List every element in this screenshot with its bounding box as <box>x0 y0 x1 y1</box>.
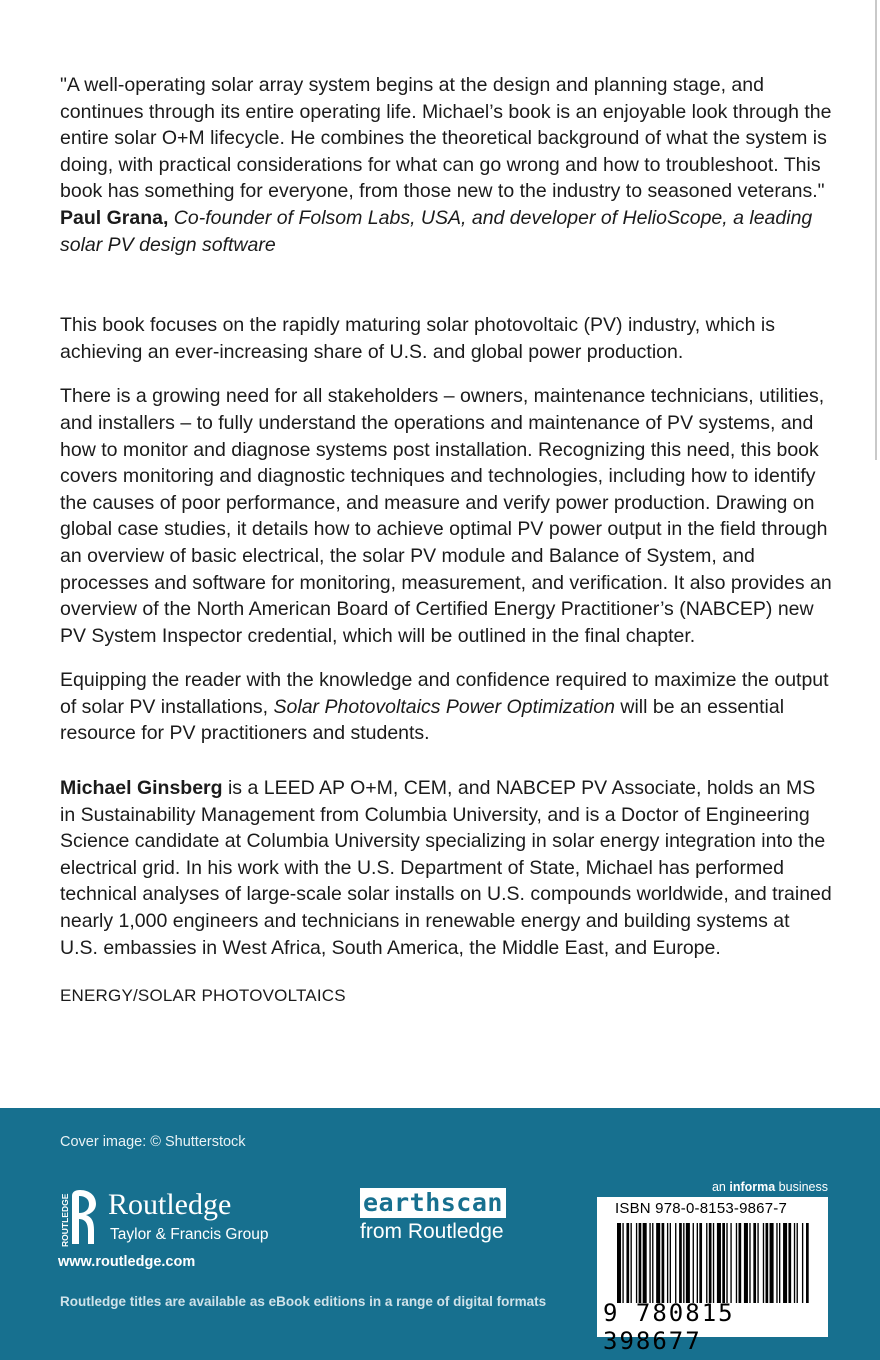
informa-name: informa <box>729 1180 776 1194</box>
barcode-bar <box>806 1223 809 1303</box>
cover-image-credit: Cover image: © Shutterstock <box>60 1134 246 1150</box>
barcode-bar <box>693 1223 694 1303</box>
barcode-bar <box>766 1223 769 1303</box>
barcode-bar <box>622 1223 623 1303</box>
barcode-bar <box>626 1223 629 1303</box>
barcode-bar <box>770 1223 774 1303</box>
earthscan-logo <box>360 1188 540 1248</box>
barcode-bar <box>797 1223 798 1303</box>
endorsement-author: Paul Grana, <box>60 206 169 229</box>
barcode-bar <box>783 1223 787 1303</box>
barcode-bar <box>794 1223 795 1303</box>
barcode-bar <box>617 1223 621 1303</box>
barcode-bar <box>757 1223 758 1303</box>
author-bio-text: is a LEED AP O+M, CEM, and NABCEP PV Associate, holds an MS in Sustainability Management from Columbia University, and is a Doctor of Engineering Science candidate at Columbia University specializing in solar energy integration into the electrical grid. In his work with the U.S. Department of State, Michael has performed technical analyses of large-scale solar installs on U.S. compounds worldwide, and trained nearly 1,000 engineers and technicians in renewable energy and building systems at U.S. embassies in West Africa, South America, the Middle East, and Europe. <box>60 777 832 959</box>
barcode-bar <box>679 1223 682 1303</box>
barcode-icon <box>617 1223 812 1303</box>
barcode-bar <box>749 1223 750 1303</box>
barcode-bar <box>667 1223 668 1303</box>
barcode-bar <box>753 1223 756 1303</box>
barcode-bar <box>643 1223 647 1303</box>
barcode-bar <box>706 1223 707 1303</box>
earthscan-wordmark: earthscan <box>360 1188 506 1218</box>
barcode-bar <box>788 1223 791 1303</box>
isbn-number: ISBN 978-0-8153-9867-7 <box>615 1200 788 1217</box>
barcode-bar <box>639 1223 642 1303</box>
barcode-bar <box>652 1223 653 1303</box>
barcode-bar <box>730 1223 731 1303</box>
routledge-group: Taylor & Francis Group <box>110 1226 269 1243</box>
earthscan-from: from Routledge <box>360 1220 504 1243</box>
barcode-bar <box>776 1223 777 1303</box>
barcode-bar <box>675 1223 676 1303</box>
ebook-note: Routledge titles are available as eBook editions in a range of digital formats <box>60 1294 547 1309</box>
endorsement-attribution <box>60 205 832 258</box>
informa-prefix: an <box>711 1180 730 1194</box>
barcode-bar <box>670 1223 671 1303</box>
barcode-bar <box>779 1223 780 1303</box>
routledge-name: Routledge <box>108 1188 232 1221</box>
para3-after: will be an essential resource for PV practitioners and students. <box>60 695 785 745</box>
page-edge-line <box>875 0 877 460</box>
barcode-bar <box>656 1223 660 1303</box>
para3-before: Equipping the reader with the knowledge and confidence required to maximize the output of solar PV installations, <box>60 669 829 718</box>
informa-business <box>712 1180 828 1194</box>
routledge-vertical-text: ROUTLEDGE <box>60 1193 70 1247</box>
barcode-bar <box>636 1223 637 1303</box>
barcode-bar <box>649 1223 650 1303</box>
barcode-bar <box>763 1223 764 1303</box>
barcode-bar <box>713 1223 714 1303</box>
barcode-bar <box>802 1223 803 1303</box>
routledge-mark-icon <box>58 1186 98 1248</box>
footer-band <box>0 1108 880 1360</box>
barcode-bar <box>709 1223 712 1303</box>
book-title: Solar Photovoltaics Power Optimization <box>273 695 615 718</box>
barcode-box <box>597 1197 828 1355</box>
author-name: Michael Ginsberg <box>60 777 223 800</box>
barcode-digits: 9 780815 398677 <box>603 1299 735 1355</box>
barcode-bar <box>662 1223 665 1303</box>
routledge-logo <box>58 1186 284 1276</box>
barcode-bar <box>699 1223 702 1303</box>
barcode-bar <box>739 1223 742 1303</box>
barcode-bar <box>697 1223 698 1303</box>
description-paragraph-3 <box>60 667 832 747</box>
barcode-bar <box>744 1223 748 1303</box>
barcode-bar <box>726 1223 727 1303</box>
back-cover-text <box>60 72 832 1007</box>
routledge-url: www.routledge.com <box>58 1254 196 1270</box>
subject-category: ENERGY/SOLAR PHOTOVOLTAICS <box>60 986 346 1006</box>
endorsement-affiliation: Co-founder of Folsom Labs, USA, and developer of HelioScope, a leading solar PV design software <box>60 206 813 256</box>
barcode-bar <box>686 1223 690 1303</box>
endorsement-quote: "A well-operating solar array system begins at the design and planning stage, and continues through its entire operating life. Michael’s book is an enjoyable look through the entire solar O+M lifecycle. He combines the theoretical background of what the system is doing, with practical considerations for what can go wrong and how to troubleshoot. This book has something for everyone, from those new to the industry to seasoned veterans." <box>60 74 832 203</box>
barcode-bar <box>717 1223 721 1303</box>
informa-suffix: business <box>775 1180 828 1194</box>
barcode-bar <box>722 1223 725 1303</box>
author-bio <box>60 775 832 961</box>
barcode-bar <box>736 1223 737 1303</box>
barcode-bar <box>683 1223 684 1303</box>
description-paragraph-1: This book focuses on the rapidly maturing solar photovoltaic (PV) industry, which is achieving an ever-increasing share of U.S. and global power production. <box>60 314 775 363</box>
description-paragraph-2: There is a growing need for all stakeholders – owners, maintenance technicians, utilities, and installers – to fully understand the operations and maintenance of PV systems, and how to monitor and diagnose systems post installation. Recognizing this need, this book covers monitoring and diagnostic techniques and technologies, including how to identify the causes of poor performance, and measure and verify power production. Drawing on global case studies, it details how to achieve optimal PV power output in the field through an overview of basic electrical, the solar PV module and Balance of System, and processes and software for monitoring, measurement, and verification. It also provides an overview of the North American Board of Certified Energy Practitioner’s (NABCEP) new PV System Inspector credential, which will be outlined in the final chapter. <box>60 385 832 647</box>
barcode-bar <box>631 1223 632 1303</box>
